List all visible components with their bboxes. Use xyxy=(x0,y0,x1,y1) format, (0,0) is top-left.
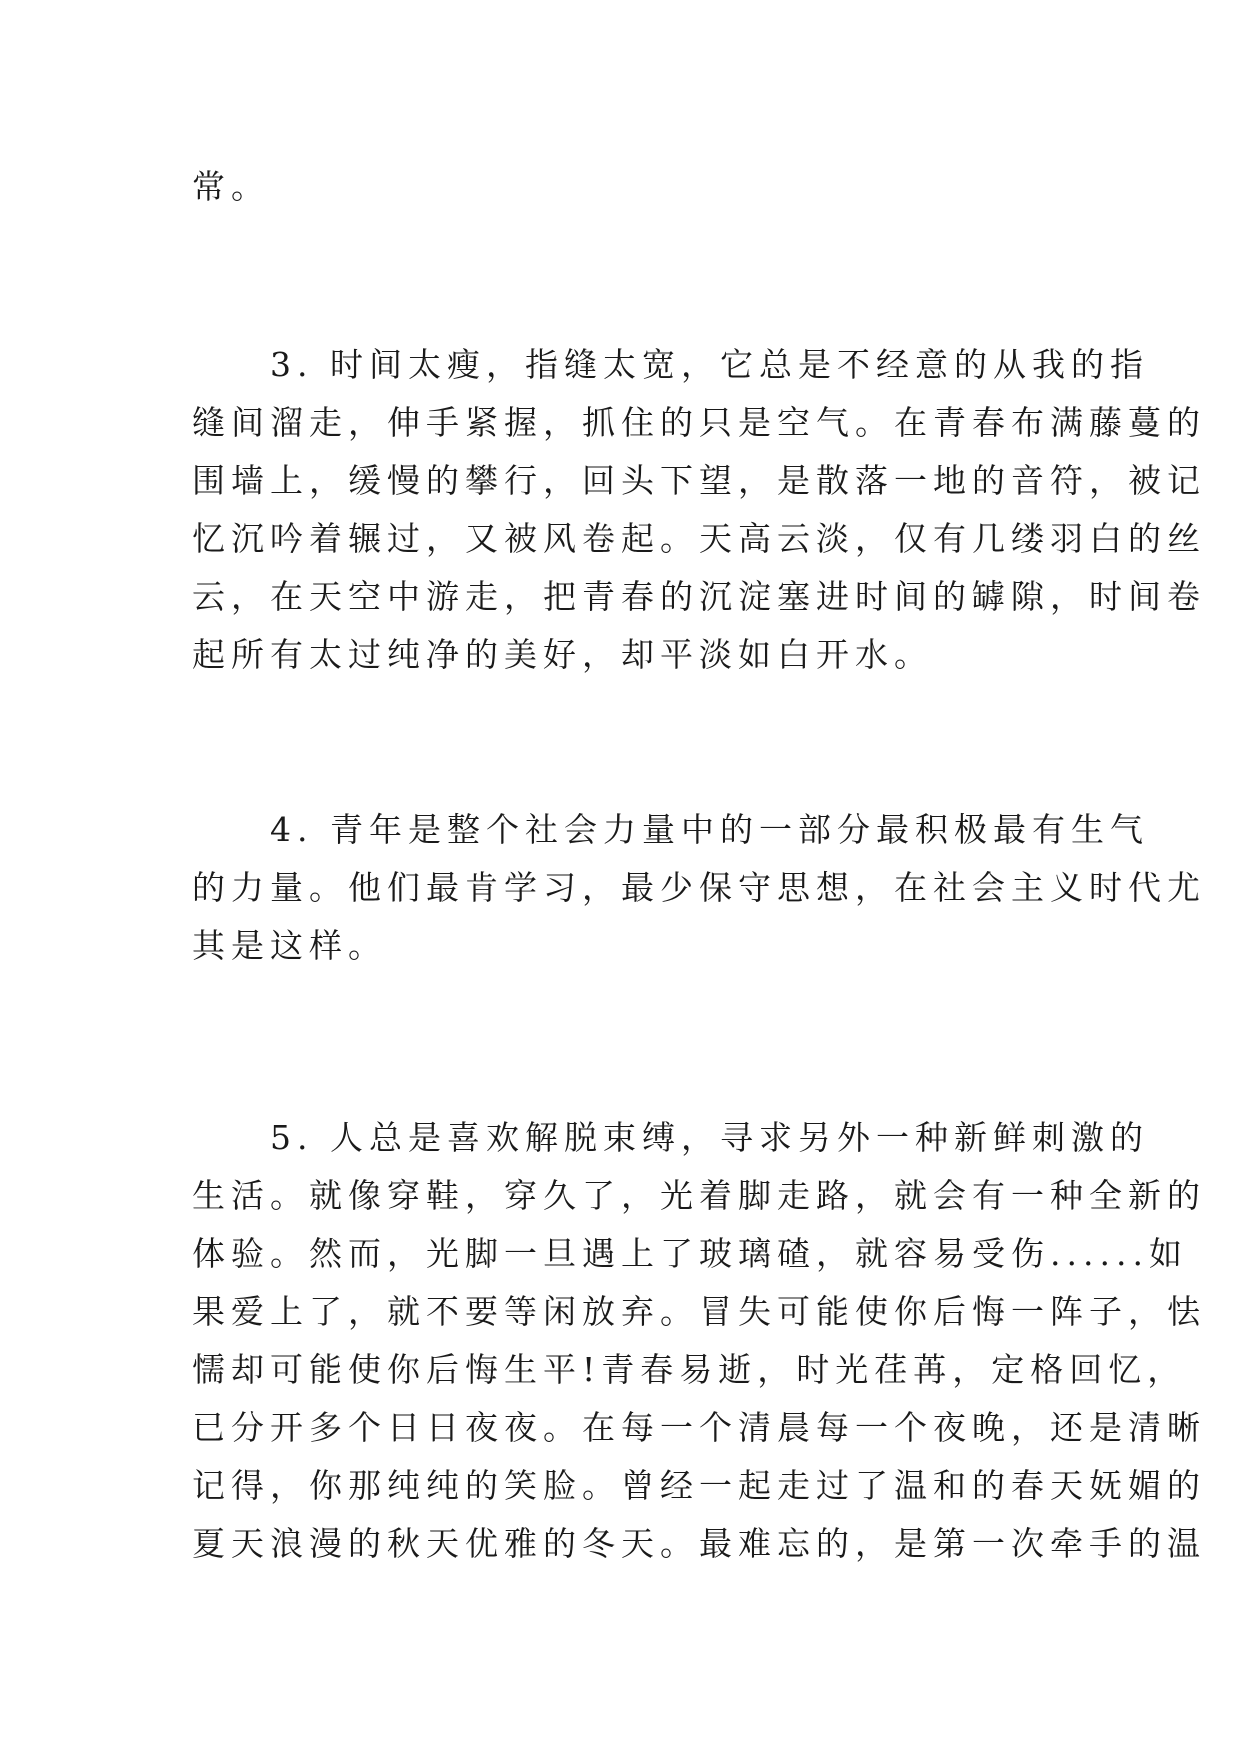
paragraph-line: 4. 青年是整个社会力量中的一部分最积极最有生气 xyxy=(192,810,1149,849)
paragraph-line: 3. 时间太瘦，指缝太宽，它总是不经意的从我的指 xyxy=(192,345,1149,384)
paragraph-line: 生活。就像穿鞋，穿久了，光着脚走路，就会有一种全新的 xyxy=(192,1176,1206,1215)
paragraph-line: 缝间溜走，伸手紧握，抓住的只是空气。在青春布满藤蔓的 xyxy=(192,403,1206,442)
paragraph-item-4 xyxy=(192,801,1206,975)
paragraph-item-3 xyxy=(192,336,1206,684)
paragraph-line: 其是这样。 xyxy=(192,926,387,965)
paragraph-continuation xyxy=(192,158,1054,216)
paragraph-line: 果爱上了，就不要等闲放弃。冒失可能使你后悔一阵子，怯 xyxy=(192,1292,1206,1331)
paragraph-line: 的力量。他们最肯学习，最少保守思想，在社会主义时代尤 xyxy=(192,868,1206,907)
paragraph-line: 忆沉吟着辗过，又被风卷起。天高云淡，仅有几缕羽白的丝 xyxy=(192,519,1206,558)
paragraph-line: 记得，你那纯纯的笑脸。曾经一起走过了温和的春天妩媚的 xyxy=(192,1466,1206,1505)
paragraph-line: 懦却可能使你后悔生平!青春易逝，时光荏苒，定格回忆， xyxy=(192,1350,1187,1389)
paragraph-line: 围墙上，缓慢的攀行，回头下望，是散落一地的音符，被记 xyxy=(192,461,1206,500)
paragraph-line: 云，在天空中游走，把青春的沉淀塞进时间的罅隙，时间卷 xyxy=(192,577,1206,616)
paragraph-item-5 xyxy=(192,1109,1206,1573)
paragraph-line: 起所有太过纯净的美好，却平淡如白开水。 xyxy=(192,635,933,674)
paragraph-line: 体验。然而，光脚一旦遇上了玻璃碴，就容易受伤......如 xyxy=(192,1234,1188,1273)
paragraph-line: 常。 xyxy=(192,167,270,206)
paragraph-line: 5. 人总是喜欢解脱束缚，寻求另外一种新鲜刺激的 xyxy=(192,1118,1149,1157)
paragraph-line: 夏天浪漫的秋天优雅的冬天。最难忘的，是第一次牵手的温 xyxy=(192,1524,1206,1563)
paragraph-line: 已分开多个日日夜夜。在每一个清晨每一个夜晚，还是清晰 xyxy=(192,1408,1206,1447)
